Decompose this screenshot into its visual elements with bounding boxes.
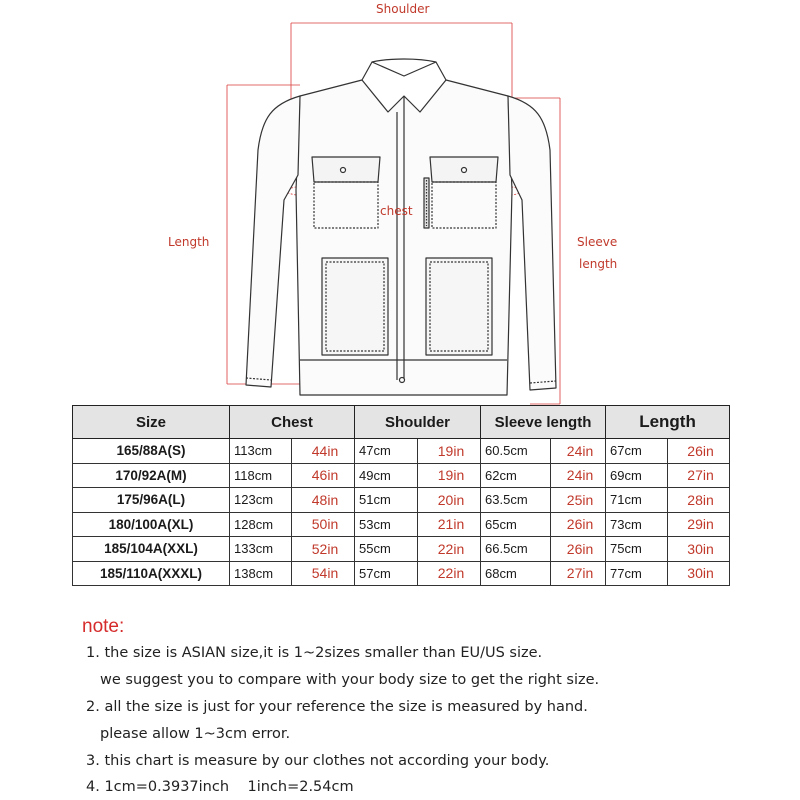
- table-row: [73, 439, 730, 464]
- table-row: [73, 488, 730, 513]
- cell-length-in: 26in: [668, 439, 730, 464]
- cell-length-cm: 67cm: [606, 439, 668, 464]
- header-shoulder: Shoulder: [355, 406, 481, 439]
- cell-chest-in: 48in: [292, 488, 355, 513]
- cell-chest-in: 52in: [292, 537, 355, 562]
- cell-sleeve-in: 24in: [551, 439, 606, 464]
- cell-length-in: 28in: [668, 488, 730, 513]
- cell-chest-in: 44in: [292, 439, 355, 464]
- size-chart-table: [72, 405, 730, 586]
- cell-size: 180/100A(XL): [73, 512, 230, 537]
- cell-length-in: 27in: [668, 463, 730, 488]
- note-line-3: 2. all the size is just for your reference the size is measured by hand.: [86, 699, 588, 715]
- table-row: [73, 537, 730, 562]
- cell-sleeve-in: 26in: [551, 537, 606, 562]
- cell-chest-cm: 128cm: [230, 512, 292, 537]
- cell-length-in: 30in: [668, 561, 730, 586]
- cell-length-in: 30in: [668, 537, 730, 562]
- cell-shoulder-cm: 47cm: [355, 439, 418, 464]
- shoulder-label: Shoulder: [376, 2, 430, 16]
- cell-sleeve-cm: 60.5cm: [481, 439, 551, 464]
- cell-chest-cm: 123cm: [230, 488, 292, 513]
- cell-chest-cm: 138cm: [230, 561, 292, 586]
- header-size: Size: [73, 406, 230, 439]
- note-line-4: please allow 1~3cm error.: [100, 726, 291, 742]
- cell-chest-in: 46in: [292, 463, 355, 488]
- length-label: Length: [168, 235, 210, 249]
- cell-shoulder-in: 20in: [418, 488, 481, 513]
- sleeve-label-line1: Sleeve: [577, 235, 618, 249]
- note-line-5: 3. this chart is measure by our clothes not according your body.: [86, 753, 550, 769]
- header-length: Length: [606, 406, 730, 439]
- cell-length-in: 29in: [668, 512, 730, 537]
- cell-chest-in: 54in: [292, 561, 355, 586]
- header-sleeve-length: Sleeve length: [481, 406, 606, 439]
- cell-shoulder-in: 21in: [418, 512, 481, 537]
- cell-shoulder-in: 19in: [418, 439, 481, 464]
- cell-shoulder-in: 22in: [418, 537, 481, 562]
- cell-sleeve-cm: 65cm: [481, 512, 551, 537]
- cell-shoulder-cm: 55cm: [355, 537, 418, 562]
- note-line-1: 1. the size is ASIAN size,it is 1~2sizes smaller than EU/US size.: [86, 645, 543, 661]
- cell-size: 185/110A(XXXL): [73, 561, 230, 586]
- cell-length-cm: 69cm: [606, 463, 668, 488]
- cell-sleeve-cm: 62cm: [481, 463, 551, 488]
- cell-size: 175/96A(L): [73, 488, 230, 513]
- table-row: [73, 463, 730, 488]
- cell-length-cm: 77cm: [606, 561, 668, 586]
- cell-sleeve-cm: 63.5cm: [481, 488, 551, 513]
- cell-sleeve-in: 26in: [551, 512, 606, 537]
- table-body: [73, 439, 730, 586]
- cell-length-cm: 71cm: [606, 488, 668, 513]
- cell-sleeve-cm: 68cm: [481, 561, 551, 586]
- cell-shoulder-in: 19in: [418, 463, 481, 488]
- cell-chest-cm: 118cm: [230, 463, 292, 488]
- cell-shoulder-cm: 57cm: [355, 561, 418, 586]
- cell-size: 185/104A(XXL): [73, 537, 230, 562]
- cell-shoulder-in: 22in: [418, 561, 481, 586]
- sleeve-label-line2: length: [579, 257, 618, 271]
- jacket-outline: [246, 59, 556, 395]
- table-row: [73, 561, 730, 586]
- cell-chest-cm: 133cm: [230, 537, 292, 562]
- cell-length-cm: 73cm: [606, 512, 668, 537]
- note-line-6: 4. 1cm=0.3937inch 1inch=2.54cm: [86, 779, 354, 795]
- cell-sleeve-in: 25in: [551, 488, 606, 513]
- cell-shoulder-cm: 49cm: [355, 463, 418, 488]
- table-row: [73, 512, 730, 537]
- table-header-row: [73, 406, 730, 439]
- cell-shoulder-cm: 53cm: [355, 512, 418, 537]
- header-chest: Chest: [230, 406, 355, 439]
- cell-size: 170/92A(M): [73, 463, 230, 488]
- note-line-2: we suggest you to compare with your body size to get the right size.: [100, 672, 600, 688]
- cell-length-cm: 75cm: [606, 537, 668, 562]
- cell-sleeve-cm: 66.5cm: [481, 537, 551, 562]
- note-title: note:: [82, 616, 125, 637]
- chest-label: chest: [380, 204, 413, 218]
- cell-chest-in: 50in: [292, 512, 355, 537]
- cell-sleeve-in: 24in: [551, 463, 606, 488]
- cell-size: 165/88A(S): [73, 439, 230, 464]
- cell-sleeve-in: 27in: [551, 561, 606, 586]
- cell-shoulder-cm: 51cm: [355, 488, 418, 513]
- cell-chest-cm: 113cm: [230, 439, 292, 464]
